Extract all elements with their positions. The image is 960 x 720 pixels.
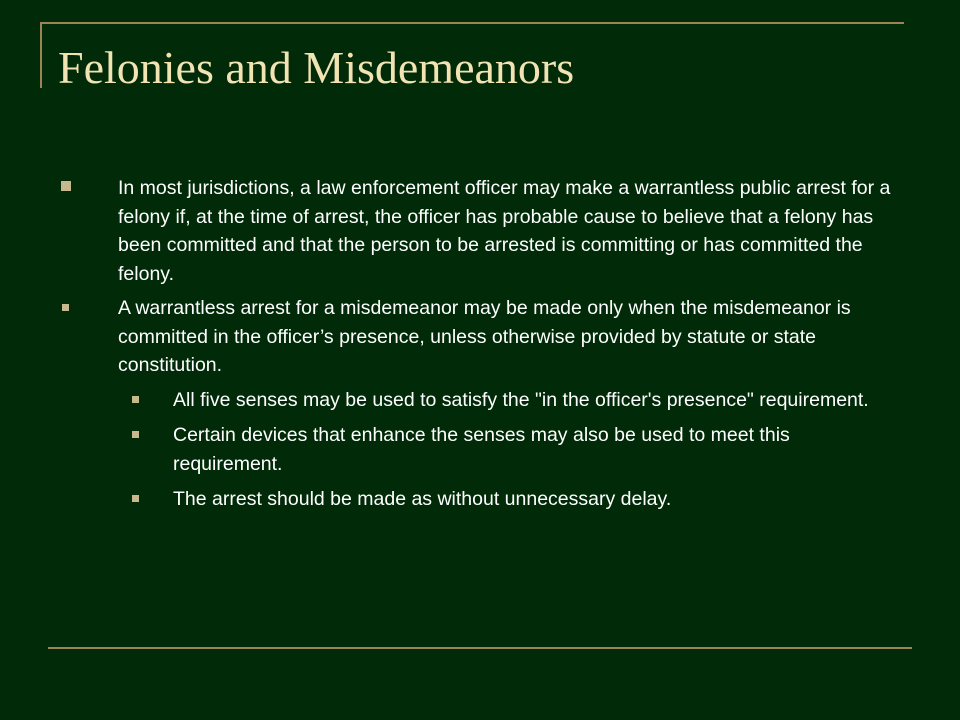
square-bullet-icon (132, 431, 139, 438)
square-bullet-icon (132, 495, 139, 502)
top-rule (40, 22, 904, 24)
sub-bullet-text: All five senses may be used to satisfy the "in the officer's presence" requirement. (173, 388, 869, 411)
bullet-text: A warrantless arrest for a misdemeanor may be made only when the misdemeanor is committed in the officer’s presence, unless otherwise provided by statute or state constitution. (118, 297, 851, 376)
square-bullet-icon (62, 304, 69, 311)
bullet-text: In most jurisdictions, a law enforcement officer may make a warrantless public arrest for a felony if, at the time of arrest, the officer has probable cause to believe that a felony has been committed and that the person to be arrested is committing or has committed the felony. (118, 177, 891, 285)
bottom-rule (48, 647, 912, 649)
sub-bullet-text: The arrest should be made as without unnecessary delay. (173, 488, 672, 510)
bullet-list (0, 174, 960, 521)
sub-bullet-item (0, 485, 960, 514)
square-bullet-icon (132, 396, 139, 403)
sub-bullet-item (0, 386, 960, 415)
square-bullet-icon (61, 181, 71, 191)
bullet-item (0, 294, 960, 380)
sub-bullet-item (0, 421, 960, 478)
bullet-item (0, 174, 960, 288)
slide-title: Felonies and Misdemeanors (58, 42, 575, 93)
left-rule (40, 22, 42, 88)
sub-bullet-text: Certain devices that enhance the senses may also be used to meet this requirement. (173, 424, 790, 475)
